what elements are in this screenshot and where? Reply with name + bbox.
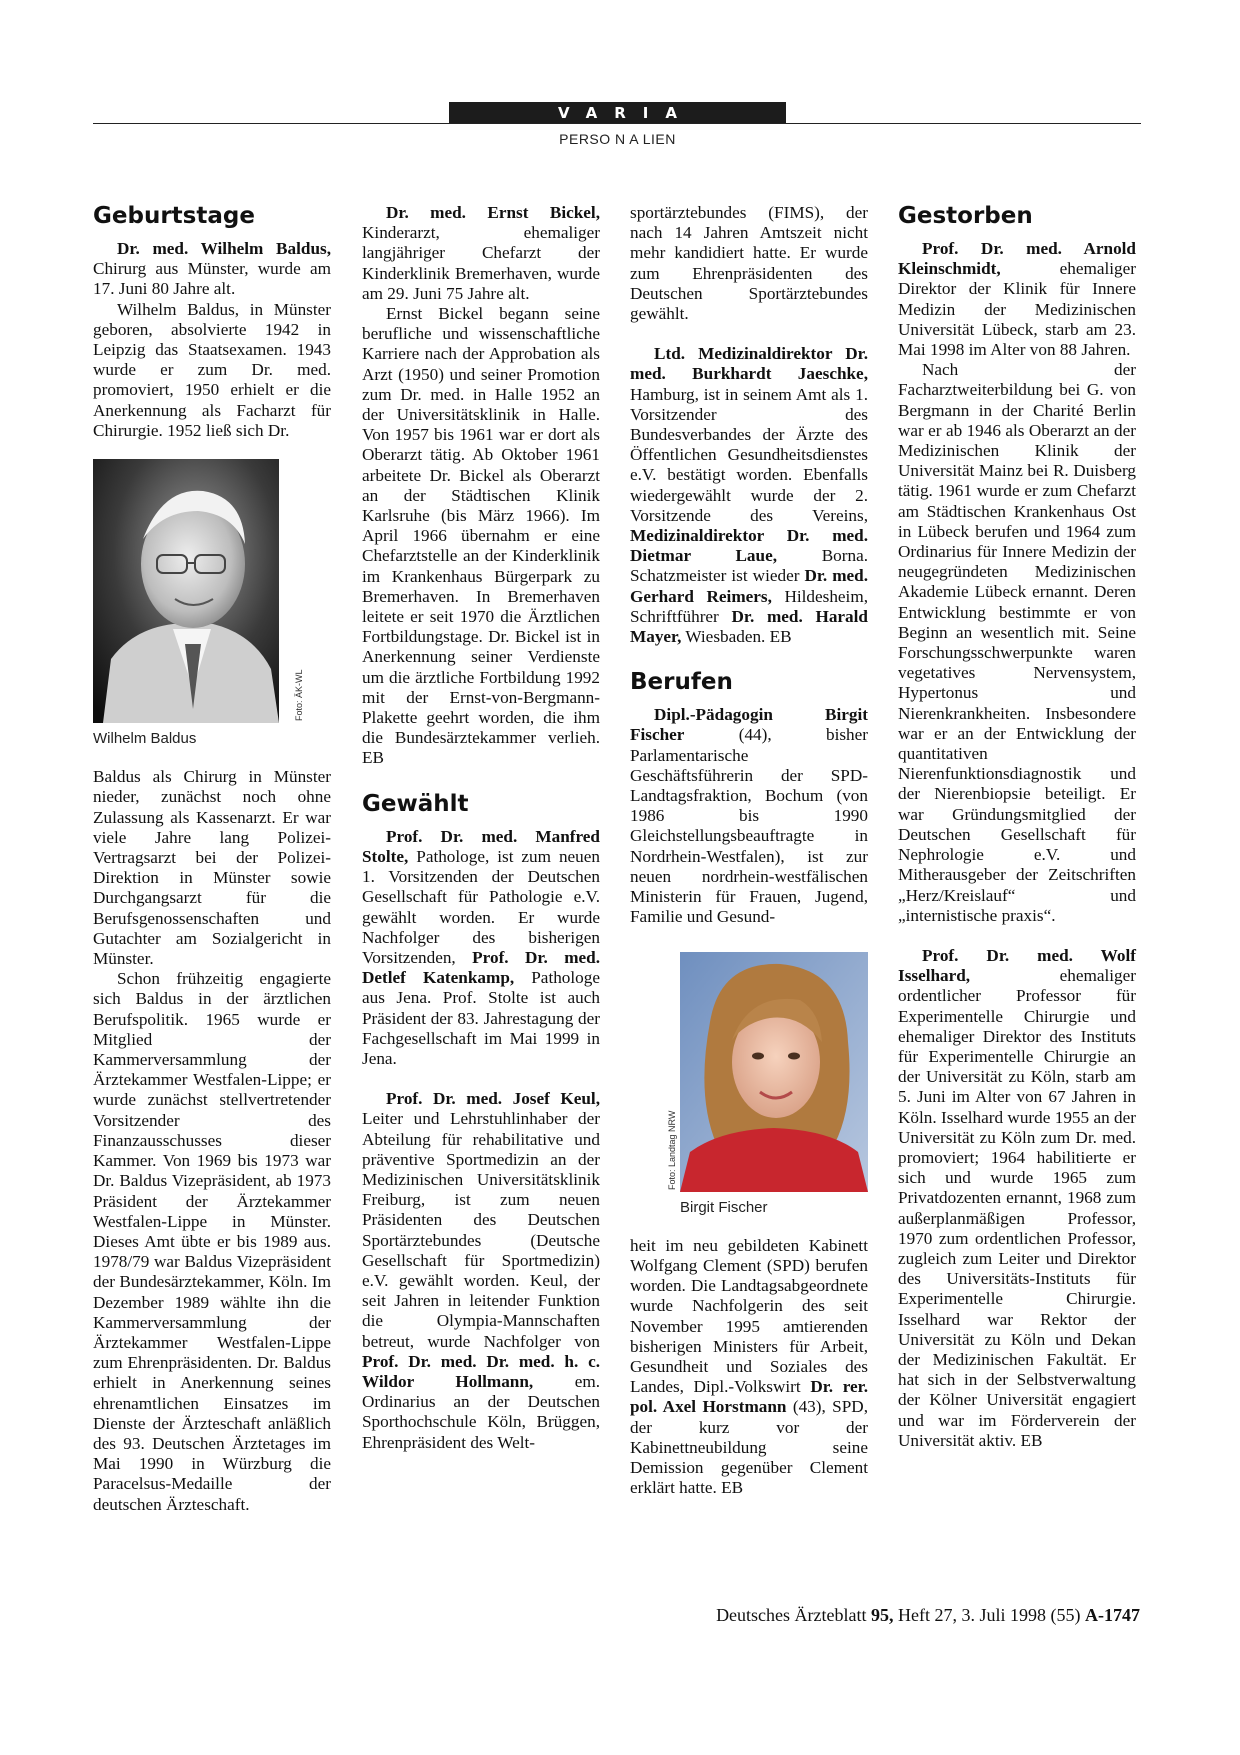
photo-credit: Foto: Landtag NRW (667, 1110, 677, 1190)
section-banner: VARIA (449, 102, 786, 124)
text: Wiesbaden. EB (681, 627, 792, 647)
text: Hamburg, ist in seinem Amt als 1. Vorsitzender des Bundesverbandes der Ärzte des Öffentlichen Gesundheitsdienstes e.V. bestätigt worden. Ebenfalls wiedergewählt wurde der 2. Vorsitzende des Vereins, (630, 384, 868, 525)
photo-caption: Wilhelm Baldus (93, 730, 197, 748)
heading-gestorben: Gestorben (898, 203, 1033, 229)
column-1 (93, 203, 331, 1515)
paragraph: Wilhelm Baldus, in Münster geboren, absolvierte 1942 in Leipzig das Staatsexamen. 1943 wurde er zum Dr. med. promoviert, 1950 erhielt er die Anerkennung als Facharzt für Chirurgie. 1952 ließ sich Dr. (93, 299, 331, 440)
text: Leiter und Lehrstuhlinhaber der Abteilung für rehabilitative und präventive Sportmedizin an der Medizinischen Universitätsklinik Freiburg, ist zum neuen Präsidenten des Deutschen Sportärztebundes (Deutsche Gesellschaft für Sportmedizin) e.V. gewählt worden. Keul, der seit Jahren in leitender Funktion die Olympia-Mannschaften betreut, wurde Nachfolger von (362, 1109, 600, 1351)
paragraph (93, 239, 331, 300)
text: (44), bisher Parlamentarische Geschäftsführerin der SPD-Landtagsfraktion, Bochum (von 1986 bis 1990 Gleichstellungsbeauftragte in Nordrhein-Westfalen), ist zur neuen nordrhein-westfälischen Ministerin für Frauen, Jugend, Familie und Gesund- (630, 725, 868, 927)
text: em. Ordinarius an der Deutschen Sporthochschule Köln, Brüggen, Ehrenpräsident des Welt- (362, 1371, 600, 1452)
photo-credit: Foto: ÄK-WL (294, 669, 304, 722)
person-name: Prof. Dr. med. Wolf Isselhard, (898, 945, 1136, 986)
person-name: Dr. med. Harald Mayer, (630, 606, 868, 647)
page-number: A-1747 (1085, 1605, 1140, 1625)
subsection-label: PERSO N A LIEN (559, 131, 676, 147)
person-name: Prof. Dr. med. Detlef Katenkamp, (362, 947, 601, 988)
heading-gewaehlt: Gewählt (362, 790, 469, 817)
text: Chirurg aus Münster, wurde am 17. Juni 80 Jahre alt. (93, 259, 331, 299)
person-name: Dr. med. Gerhard Reimers, (630, 566, 869, 606)
text: ehemaliger ordentlicher Professor für Experimentelle Chirurgie und ehemaliger Direktor des Instituts für Experimentelle Chirurgie an der Universität zu Köln, starb am 5. Juni im Alter von 67 Jahren in Köln. Isselhard wurde 1955 an der Universität zu Köln zum Dr. med. promoviert; 1964 habilitierte er sich und wurde 1965 zum Privatdozenten ernannt, 1968 zum außerplanmäßigen Professor, 1970 zum ordentlichen Professor, zugleich zum Leiter und Direktor des Universitäts-Instituts für Experimentelle Chirurgie. Isselhard war Rektor der Universität zu Köln und Dekan der Medizinischen Fakultät. Er hat sich in der Selbstverwaltung der Kölner Universität engagiert und war im Förderverein der Universität aktiv. EB (898, 966, 1136, 1450)
issue-info: Heft 27, 3. Juli 1998 (55) (893, 1605, 1085, 1625)
paragraph (630, 705, 868, 927)
person-name: Dr. rer. pol. Axel Horstmann (630, 1377, 868, 1417)
photo-fischer (667, 952, 868, 1192)
person-name: Dr. med. Wilhelm Baldus, (117, 239, 331, 258)
volume: 95, (871, 1605, 894, 1625)
page-footer (560, 1605, 1140, 1626)
text: Hildesheim, Schriftführer (630, 586, 868, 626)
portrait-photo (93, 459, 279, 723)
text: ehemaliger Direktor der Klinik für Innere Medizin der Medizinischen Universität Lübeck, starb am 23. Mai 1998 im Alter von 88 Jahren. (898, 259, 1136, 360)
paragraph (898, 239, 1136, 360)
person-name: Dipl.-Pädagogin Birgit Fischer (630, 705, 868, 745)
paragraph (362, 203, 600, 304)
person-name: Ltd. Medizinaldirektor Dr. med. Burkhardt Jaeschke, (630, 344, 868, 384)
photo-baldus (93, 459, 331, 723)
paragraph (630, 1236, 868, 1499)
person-name: Prof. Dr. med. Manfred Stolte, (362, 826, 600, 866)
text: heit im neu gebildeten Kabinett Wolfgang Clement (SPD) berufen worden. Die Landtagsabgeordnete wurde Nachfolgerin des seit November 1995 amtierenden bisherigen Ministers für Arbeit, Gesundheit und Soziales des Landes, Dipl.-Volkswirt (630, 1235, 868, 1397)
photo-caption: Birgit Fischer (680, 1198, 768, 1216)
paragraph (362, 1089, 600, 1453)
text: Kinderarzt, ehemaliger langjähriger Chefarzt der Kinderklinik Bremerhaven, wurde am 29. Juni 75 Jahre alt. (362, 223, 600, 303)
column-4 (898, 203, 1136, 1451)
paragraph (362, 827, 600, 1069)
paragraph: Schon frühzeitig engagierte sich Baldus in der ärztlichen Berufspolitik. 1965 wurde er Mitglied der Kammerversammlung der Ärztekammer Westfalen-Lippe; er wurde zunächst stellvertretender Vorsitzender des Finanzausschusses dieser Kammer. Von 1969 bis 1973 war Dr. Baldus Vizepräsident, ab 1973 Präsident der Ärztekammer Westfalen-Lippe in Münster. Dieses Amt übte er bis 1989 aus. 1978/79 war Baldus Vizepräsident der Bundesärztekammer, Köln. Im Dezember 1989 wählte ihn die Kammerversammlung der Ärztekammer Westfalen-Lippe zum Ehrenpräsidenten. Dr. Baldus erhielt in Anerkennung seines ehrenamtlichen Einsatzes im Dienste der Ärzteschaft anläßlich des 93. Deutschen Ärztetages im Mai 1990 in Würzburg die Paracelsus-Medaille der deutschen Ärzteschaft. (93, 969, 331, 1514)
paragraph: Baldus als Chirurg in Münster nieder, zunächst noch ohne Zulassung als Kassenarzt. Er war viele Jahre lang Polizei-Vertragsarzt bei der Polizei-Direktion in Münster sowie Durchgangsarzt für die Berufsgenossenschaften und Gutachter am Sozialgericht in Münster. (93, 767, 331, 969)
journal-name: Deutsches Ärzteblatt (716, 1605, 872, 1625)
heading-geburtstage: Geburtstage (93, 203, 255, 229)
person-name: Prof. Dr. med. Arnold Kleinschmidt, (898, 239, 1136, 279)
text: Pathologe aus Jena. Prof. Stolte ist auch Präsident der 83. Jahrestagung der Fachgesellschaft im Mai 1999 in Jena. (362, 968, 600, 1068)
person-name: Prof. Dr. med. Dr. med. h. c. Wildor Hollmann, (362, 1351, 600, 1391)
text: Pathologe, ist zum neuen 1. Vorsitzenden der Deutschen Gesellschaft für Pathologie e.V. gewählt worden. Er wurde Nachfolger des bisherigen Vorsitzenden, (362, 846, 600, 967)
paragraph: sportärztebundes (FIMS), der nach 14 Jahren Amtszeit nicht mehr kandidiert hatte. Er wurde zum Ehrenpräsidenten des Deutschen Sportärztebundes gewählt. (630, 203, 868, 324)
text: (43), SPD, der kurz vor der Kabinettneubildung seine Demission gegenüber Clement erklärt hatte. EB (630, 1397, 869, 1498)
portrait-photo (680, 952, 868, 1192)
person-name: Medizinaldirektor Dr. med. Dietmar Laue, (630, 526, 868, 566)
heading-berufen: Berufen (630, 669, 733, 696)
header-rule (93, 123, 1141, 124)
column-2 (362, 203, 600, 1453)
person-name: Dr. med. Ernst Bickel, (386, 203, 600, 222)
paragraph (630, 344, 868, 647)
column-3 (630, 203, 868, 1498)
person-name: Prof. Dr. med. Josef Keul, (386, 1089, 600, 1109)
paragraph (898, 946, 1136, 1451)
text: Borna. Schatzmeister ist wieder (630, 546, 868, 586)
paragraph: Nach der Facharztweiterbildung bei G. von Bergmann in der Charité Berlin war er ab 1946 als Oberarzt an der Medizinischen Klinik der Universität Mainz bei R. Duisberg tätig. 1961 wurde er zum Chefarzt am Städtischen Krankenhaus Ost in Lübeck berufen und 1964 zum Ordinarius für Innere Medizin der neugegründeten Medizinischen Akademie Lübeck ernannt. Deren Entwicklung bestimmte er von Beginn an wesentlich mit. Seine Forschungsschwerpunkte waren vegetatives Nervensystem, Hypertonus und Nierenkrankheiten. Insbesondere war er an der Entwicklung der quantitativen Nierenfunktionsdiagnostik und der Nierenbiopsie beteiligt. Er war Gründungsmitglied der Deutschen Gesellschaft für Nephrologie e.V. und Mitherausgeber der Zeitschriften „Herz/Kreislauf“ und „internistische praxis“. (898, 360, 1136, 925)
paragraph: Ernst Bickel begann seine berufliche und wissenschaftliche Karriere nach der Approbation als Arzt (1950) und seiner Promotion zum Dr. med. in Halle 1952 an der Universitätsklinik in Halle. Von 1957 bis 1961 war er dort als Oberarzt tätig. Ab Oktober 1961 arbeitete Dr. Bickel als Oberarzt an der Städtischen Klinik Karlsruhe (bis März 1966). Im April 1966 übernahm er eine Chefarztstelle an der Kinderklinik im Krankenhaus Bürgerpark zu Bremerhaven. In Bremerhaven leitete er seit 1970 die Ärztlichen Fortbildungstage. Dr. Bickel ist in Anerkennung seiner Verdienste um die ärztliche Fortbildung 1992 mit der Ernst-von-Bergmann-Plakette geehrt worden, die ihm die Bundesärztekammer verlieh. EB (362, 304, 600, 768)
